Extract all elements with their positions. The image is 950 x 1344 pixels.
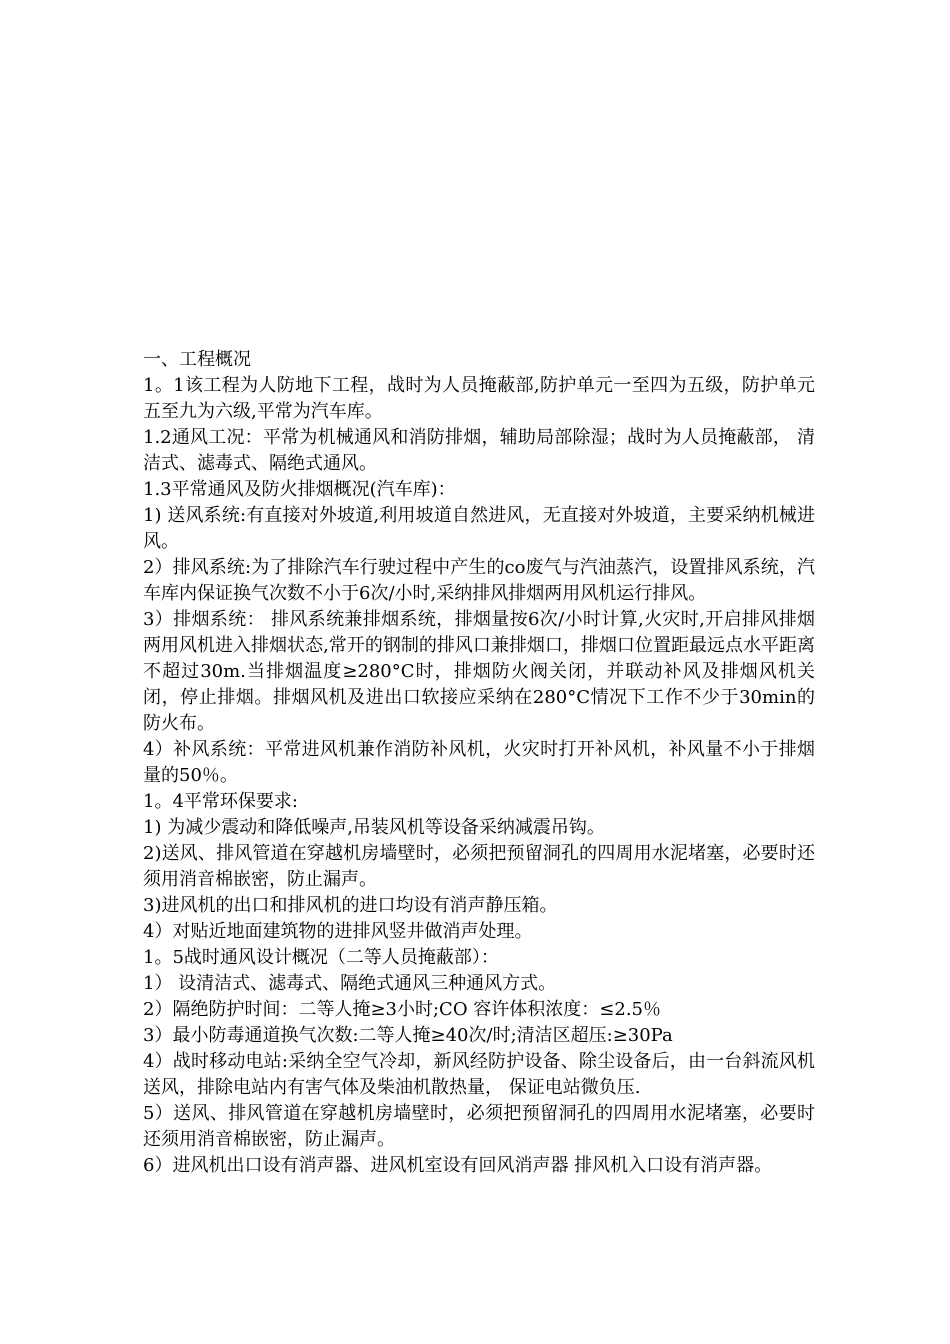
paragraph-env-2: 2)送风、排风管道在穿越机房墙壁时，必须把预留洞孔的四周用水泥堵塞，必要时还须用消音棉嵌密，防止漏声。: [143, 843, 815, 890]
paragraph-1-2: 1.2通风工况：平常为机械通风和消防排烟，辅助局部除湿；战时为人员掩蔽部， 清洁式、滤毒式、隔绝式通风。: [143, 427, 815, 474]
paragraph-1-5-heading: 1。5战时通风设计概况（二等人员掩蔽部）：: [143, 947, 499, 968]
paragraph-env-1: 1) 为减少震动和降低噪声,吊装风机等设备采纳减震吊钩。: [143, 817, 605, 838]
section-heading: 一、工程概况: [143, 349, 251, 370]
paragraph-exhaust-air: 2）排风系统:为了排除汽车行驶过程中产生的co废气与汽油蒸汽，设置排风系统，汽车库内保证换气次数不小于6次/小时,采纳排风排烟两用风机运行排风。: [143, 557, 815, 604]
paragraph-supply-air: 1) 送风系统:有直接对外坡道,利用坡道自然进风，无直接对外坡道，主要采纳机械进风。: [143, 505, 815, 552]
document-body: [143, 347, 815, 1179]
paragraph-smoke-exhaust: 3）排烟系统： 排风系统兼排烟系统，排烟量按6次/小时计算,火灾时,开启排风排烟两用风机进入排烟状态,常开的钢制的排风口兼排烟口，排烟口位置距最远点水平距离不超过30m.当排烟温度≥280°C时，排烟防火阀关闭，并联动补风及排烟风机关闭，停止排烟。排烟风机及进出口软接应采纳在280°C情况下工作不少于30min的防火布。: [143, 609, 815, 734]
paragraph-war-2: 2）隔绝防护时间：二等人掩≥3小时;CO 容许体积浓度：≤2.5％: [143, 999, 662, 1020]
paragraph-env-4: 4）对贴近地面建筑物的进排风竖井做消声处理。: [143, 921, 533, 942]
paragraph-war-5: 5）送风、排风管道在穿越机房墙壁时，必须把预留洞孔的四周用水泥堵塞，必要时还须用消音棉嵌密，防止漏声。: [143, 1103, 815, 1150]
paragraph-1-4-heading: 1。4平常环保要求:: [143, 791, 298, 812]
paragraph-1-1: 1。1该工程为人防地下工程，战时为人员掩蔽部,防护单元一至四为五级，防护单元五至九为六级,平常为汽车库。: [143, 375, 815, 422]
paragraph-war-1: 1） 设清洁式、滤毒式、隔绝式通风三种通风方式。: [143, 973, 557, 994]
paragraph-env-3: 3)进风机的出口和排风机的进口均设有消声静压箱。: [143, 895, 558, 916]
paragraph-war-6: 6）进风机出口设有消声器、进风机室设有回风消声器 排风机入口设有消声器。: [143, 1155, 773, 1176]
paragraph-war-4: 4）战时移动电站:采纳全空气冷却，新风经防护设备、除尘设备后，由一台斜流风机送风，排除电站内有害气体及柴油机散热量， 保证电站微负压.: [143, 1051, 815, 1098]
paragraph-war-3: 3）最小防毒通道换气次数:二等人掩≥40次/时;清洁区超压:≥30Pa: [143, 1025, 673, 1046]
paragraph-makeup-air: 4）补风系统：平常进风机兼作消防补风机，火灾时打开补风机，补风量不小于排烟量的50％。: [143, 739, 815, 786]
paragraph-1-3-heading: 1.3平常通风及防火排烟概况(汽车库)：: [143, 479, 456, 500]
